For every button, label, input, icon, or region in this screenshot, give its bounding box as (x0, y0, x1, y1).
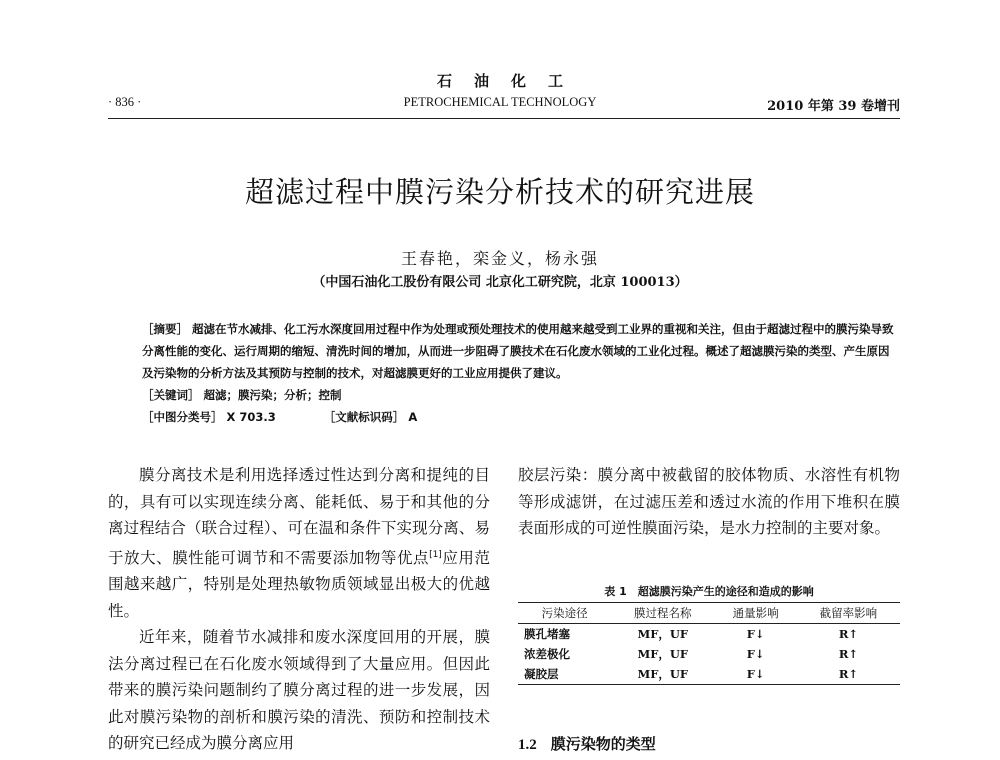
body-paragraph: 胶层污染：膜分离中被截留的胶体物质、水溶性有机物等形成滤饼，在过滤压差和透过水流的作用下堆积在膜表面形成的可逆性膜面污染，是水力控制的主要对象。 (518, 466, 900, 537)
column-header: 污染途径 (541, 606, 588, 620)
section-heading (518, 733, 656, 754)
affiliation: （中国石油化工股份有限公司 北京化工研究院，北京 100013） (312, 275, 688, 290)
table-caption: 表 1 超滤膜污染产生的途径和造成的影响 (604, 585, 814, 598)
abstract-label: ［摘要］ (142, 322, 188, 336)
table-cell: 凝胶层 (524, 667, 559, 681)
abstract (142, 318, 900, 384)
table-cell: MF，UF (637, 627, 689, 641)
issue-info: 2010 年第 39 卷增刊 (767, 99, 900, 114)
column-header: 截留率影响 (819, 606, 878, 620)
clc-label: ［中图分类号］ (142, 410, 223, 424)
right-column (518, 462, 900, 542)
journal-name-cn: 石油化工 (436, 72, 585, 90)
abstract-text: 超滤在节水减排、化工污水深度回用过程中作为处理或预处理技术的使用越来越受到工业界的重视和关注，但由于超滤过程中的膜污染导致分离性能的变化、运行周期的缩短、清洗时间的增加，从而进一步阻碍了膜技术在石化废水领域的工业化过程。概述了超滤膜污染的类型、产生原因及污染物的分析方法及其预防与控制的技术，对超滤膜更好的工业应用提供了建议。 (142, 322, 894, 380)
article-title: 超滤过程中膜污染分析技术的研究进展 (244, 175, 755, 209)
doc-code-value: A (408, 410, 418, 424)
table-cell: F↓ (746, 627, 765, 641)
citation-ref: [1] (429, 549, 442, 560)
table-cell: R↑ (838, 627, 859, 641)
table-row (518, 624, 900, 645)
body-paragraph (108, 462, 490, 624)
table-row (518, 644, 900, 664)
table-row (518, 664, 900, 685)
journal-name-en: PETROCHEMICAL TECHNOLOGY (403, 95, 597, 109)
paragraph-text: 膜分离技术是利用选择透过性达到分离和提纯的目的，具有可以实现连续分离、能耗低、易于和其他的分离过程结合（联合过程）、可在温和条件下实现分离、易于放大、膜性能可调节和不需要添加物等优点 (108, 466, 490, 567)
keywords-label: ［关键词］ (142, 388, 200, 402)
paragraph-text: 应用范围越来越广，特别是处理热敏物质领域显出极大的优越性。 (108, 548, 490, 620)
body-paragraph: 近年来，随着节水减排和废水深度回用的开展，膜法分离过程已在石化废水领域得到了大量应用。但因此带来的膜污染问题制约了膜分离过程的进一步发展，因此对膜污染物的剖析和膜污染的清洗、预防和控制技术的研究已经成为膜分离应用 (108, 628, 490, 753)
left-column (108, 462, 490, 757)
table-cell: MF，UF (637, 647, 689, 661)
header-rule (108, 118, 900, 119)
table-cell: MF，UF (637, 667, 689, 681)
column-header: 通量影响 (732, 606, 779, 620)
clc-value: X 703.3 (226, 410, 276, 424)
table-cell: 膜孔堵塞 (524, 627, 570, 641)
data-table (518, 602, 900, 685)
abstract-block (142, 318, 900, 428)
table-cell: R↑ (838, 667, 859, 681)
page-number: · 836 · (108, 95, 142, 109)
table-cell: F↓ (746, 667, 765, 681)
classification (142, 406, 900, 428)
keywords (142, 384, 900, 406)
table-cell: 浓差极化 (524, 647, 570, 661)
keywords-text: 超滤；膜污染；分析；控制 (203, 388, 342, 402)
table-cell: R↑ (838, 647, 859, 661)
authors: 王春艳，栾金义，杨永强 (400, 249, 599, 268)
table-cell: F↓ (746, 647, 765, 661)
section-title: 膜污染物的类型 (550, 735, 656, 753)
column-header: 膜过程名称 (634, 606, 692, 620)
doc-code-label: ［文献标识码］ (323, 410, 405, 424)
table-header-row (518, 603, 900, 624)
section-number: 1.2 (518, 737, 537, 753)
